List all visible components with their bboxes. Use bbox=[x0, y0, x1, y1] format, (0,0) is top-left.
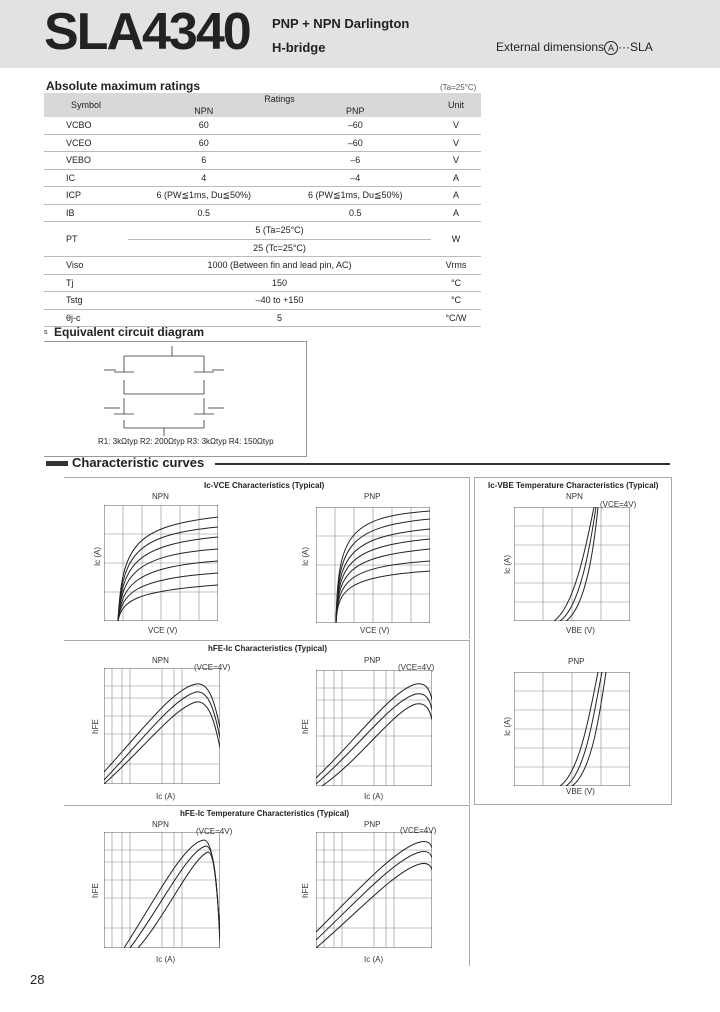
cell-unit: Vrms bbox=[431, 257, 481, 275]
cell-npn: 6 bbox=[128, 152, 280, 170]
cell-npn: 60 bbox=[128, 117, 280, 134]
ic-vce-pnp-chart bbox=[316, 507, 430, 623]
table-row bbox=[44, 169, 481, 187]
table-row bbox=[44, 222, 481, 240]
condition-vce: (VCE=4V) bbox=[400, 826, 437, 835]
hfe-ic-temp-npn-chart bbox=[104, 832, 220, 948]
ylabel-ic: Ic (A) bbox=[503, 716, 513, 737]
ic-vbe-temp-title: Ic-VBE Temperature Characteristics (Typical) bbox=[488, 481, 659, 490]
ylabel-ic: Ic (A) bbox=[93, 546, 103, 567]
ylabel-hfe: hFE bbox=[300, 719, 310, 734]
cell-value: –40 to +150 bbox=[128, 292, 431, 310]
cell-symbol: IC bbox=[44, 169, 128, 187]
cell-value: 5 (Ta=25°C) bbox=[128, 222, 431, 240]
table-row bbox=[44, 309, 481, 327]
ic-vbe-npn-chart bbox=[514, 507, 630, 621]
ylabel-ic: Ic (A) bbox=[503, 554, 513, 575]
table-row bbox=[44, 152, 481, 170]
col-pnp: PNP bbox=[280, 105, 432, 117]
ic-vce-title: Ic-VCE Characteristics (Typical) bbox=[204, 481, 325, 490]
xlabel-ic: Ic (A) bbox=[156, 792, 176, 801]
cell-npn: 60 bbox=[128, 134, 280, 152]
cell-value: 150 bbox=[128, 274, 431, 292]
hfe-ic-temp-pnp-chart bbox=[316, 832, 432, 948]
cell-pnp: 6 (PW≦1ms, Du≦50%) bbox=[280, 187, 432, 205]
cell-value: 5 bbox=[128, 309, 431, 327]
label-npn: NPN bbox=[566, 492, 583, 501]
header-band bbox=[0, 0, 720, 68]
condition-vce: (VCE=4V) bbox=[196, 827, 233, 836]
cell-npn: 0.5 bbox=[128, 204, 280, 222]
external-dimensions bbox=[496, 40, 653, 55]
ic-vbe-pnp-chart bbox=[514, 672, 630, 786]
cell-symbol: IB bbox=[44, 204, 128, 222]
xlabel-vce: VCE (V) bbox=[360, 626, 390, 635]
table-row bbox=[44, 257, 481, 275]
xlabel-vbe: VBE (V) bbox=[566, 787, 595, 796]
col-ratings: Ratings bbox=[128, 93, 431, 105]
part-number: SLA4340 bbox=[44, 3, 250, 61]
cell-symbol: VEBO bbox=[44, 152, 128, 170]
hfe-ic-temp-title: hFE-Ic Temperature Characteristics (Typical) bbox=[180, 809, 350, 818]
ic-vce-npn-chart bbox=[104, 505, 218, 621]
cell-pnp: –60 bbox=[280, 134, 432, 152]
ylabel-ic: Ic (A) bbox=[301, 546, 311, 567]
cell-unit: W bbox=[431, 222, 481, 257]
cell-value: 1000 (Between fin and lead pin, AC) bbox=[128, 257, 431, 275]
ylabel-hfe: hFE bbox=[300, 883, 310, 898]
cell-unit: A bbox=[431, 187, 481, 205]
cell-symbol: Tstg bbox=[44, 292, 128, 310]
table-row bbox=[44, 134, 481, 152]
cell-symbol: PT bbox=[44, 222, 128, 257]
curves-title: Characteristic curves bbox=[72, 455, 205, 470]
cell-unit: °C/W bbox=[431, 309, 481, 327]
table-row bbox=[44, 204, 481, 222]
cell-symbol: ICP bbox=[44, 187, 128, 205]
label-npn: NPN bbox=[152, 492, 169, 501]
cell-npn: 6 (PW≦1ms, Du≦50%) bbox=[128, 187, 280, 205]
cell-unit: A bbox=[431, 204, 481, 222]
xlabel-ic: Ic (A) bbox=[156, 955, 176, 964]
cell-unit: A bbox=[431, 169, 481, 187]
condition-vce: (VCE=4V) bbox=[194, 663, 231, 672]
label-pnp: PNP bbox=[364, 820, 381, 829]
hfe-ic-npn-chart bbox=[104, 668, 220, 784]
label-pnp: PNP bbox=[364, 656, 381, 665]
resistor-values: R1: 3kΩtyp R2: 200Ωtyp R3: 3kΩtyp R4: 150Ωtyp bbox=[98, 437, 274, 446]
cell-unit: V bbox=[431, 134, 481, 152]
col-symbol: Symbol bbox=[44, 93, 128, 117]
ylabel-hfe: hFE bbox=[90, 883, 100, 898]
cell-pnp: –60 bbox=[280, 117, 432, 134]
hfe-ic-title: hFE-Ic Characteristics (Typical) bbox=[208, 644, 327, 653]
abs-max-title: Absolute maximum ratings bbox=[46, 79, 201, 93]
xlabel-ic: Ic (A) bbox=[364, 955, 384, 964]
condition-vce: (VCE=4V) bbox=[398, 663, 435, 672]
equiv-title: Equivalent circuit diagram bbox=[54, 325, 205, 339]
cell-unit: °C bbox=[431, 292, 481, 310]
label-pnp: PNP bbox=[568, 657, 585, 666]
cell-unit: °C bbox=[431, 274, 481, 292]
cell-unit: V bbox=[431, 117, 481, 134]
condition-vce: (VCE=4V) bbox=[600, 500, 637, 509]
subtitle-line1: PNP + NPN Darlington bbox=[272, 16, 410, 31]
xlabel-vbe: VBE (V) bbox=[566, 626, 595, 635]
abs-max-table bbox=[44, 93, 481, 327]
cell-value: 25 (Tc=25°C) bbox=[128, 239, 431, 257]
circled-a-mark: A bbox=[604, 41, 618, 55]
label-npn: NPN bbox=[152, 656, 169, 665]
ylabel-hfe: hFE bbox=[90, 719, 100, 734]
abs-max-condition: (Ta=25°C) bbox=[440, 83, 477, 92]
cell-symbol: VCEO bbox=[44, 134, 128, 152]
section-rule bbox=[215, 463, 670, 465]
table-row bbox=[44, 117, 481, 134]
col-unit: Unit bbox=[431, 93, 481, 117]
section-marker bbox=[46, 461, 68, 466]
label-pnp: PNP bbox=[364, 492, 381, 501]
external-dimensions-suffix: ···SLA bbox=[618, 40, 653, 54]
table-row bbox=[44, 274, 481, 292]
col-npn: NPN bbox=[128, 105, 280, 117]
cell-pnp: –4 bbox=[280, 169, 432, 187]
cell-unit: V bbox=[431, 152, 481, 170]
subtitle-line2: H-bridge bbox=[272, 40, 326, 55]
hfe-ic-pnp-chart bbox=[316, 670, 432, 786]
external-dimensions-label: External dimensions bbox=[496, 40, 605, 54]
cell-symbol: VCBO bbox=[44, 117, 128, 134]
table-row bbox=[44, 187, 481, 205]
cell-symbol: Tj bbox=[44, 274, 128, 292]
table-row bbox=[44, 292, 481, 310]
cell-symbol: Viso bbox=[44, 257, 128, 275]
page-number: 28 bbox=[30, 972, 45, 987]
xlabel-vce: VCE (V) bbox=[148, 626, 178, 635]
cell-symbol: θj-c bbox=[44, 309, 128, 327]
label-npn: NPN bbox=[152, 820, 169, 829]
cell-npn: 4 bbox=[128, 169, 280, 187]
cell-pnp: 0.5 bbox=[280, 204, 432, 222]
xlabel-ic: Ic (A) bbox=[364, 792, 384, 801]
cell-pnp: –6 bbox=[280, 152, 432, 170]
equiv-prefix: s bbox=[44, 329, 48, 336]
